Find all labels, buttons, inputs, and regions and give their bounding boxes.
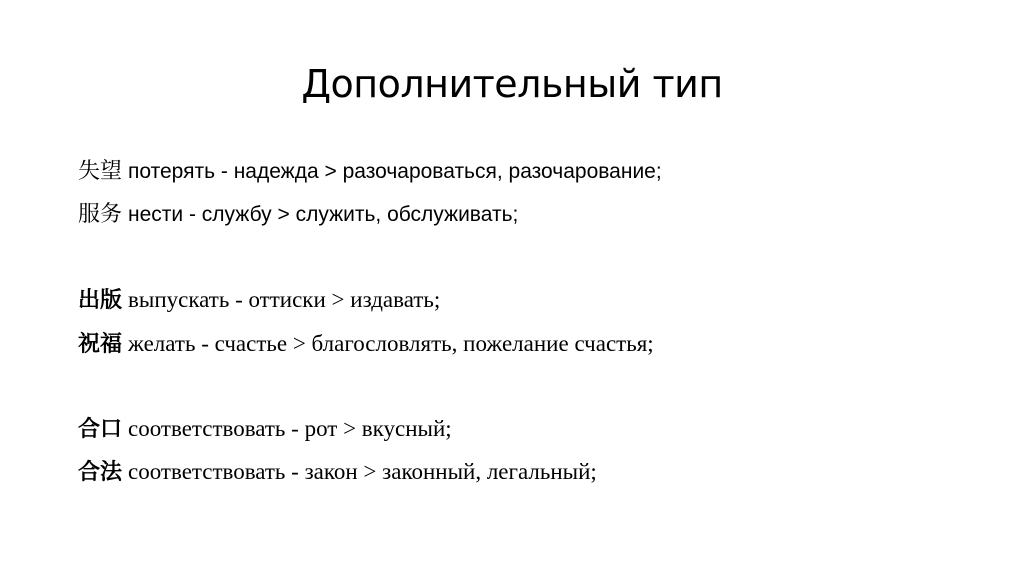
entry-text: потерять - надежда > разочароваться, разочарование; — [128, 160, 662, 183]
entry-text: желать - счастье > благословлять, пожелание счастья; — [128, 331, 654, 356]
entry-line — [78, 414, 452, 445]
entry-hanzi: 祝福 — [78, 332, 123, 357]
entry-line — [78, 285, 440, 316]
slide-title: Дополнительный тип — [301, 62, 723, 106]
entry-line — [78, 329, 654, 360]
entry-text: выпускать - оттиски > издавать; — [128, 287, 441, 312]
entry-text: соответствовать - рот > вкусный; — [128, 416, 452, 441]
entry-text: нести - службу > служить, обслуживать; — [128, 203, 519, 226]
entry-hanzi: 失望 — [78, 159, 123, 184]
entry-line — [78, 199, 518, 230]
entry-hanzi: 服务 — [78, 202, 123, 227]
entry-hanzi: 出版 — [78, 288, 123, 313]
entry-line — [78, 457, 597, 488]
entry-line — [78, 156, 662, 187]
entry-text: соответствовать - закон > законный, легальный; — [128, 459, 597, 484]
entry-hanzi: 合口 — [78, 417, 123, 442]
entry-hanzi: 合法 — [78, 460, 123, 485]
